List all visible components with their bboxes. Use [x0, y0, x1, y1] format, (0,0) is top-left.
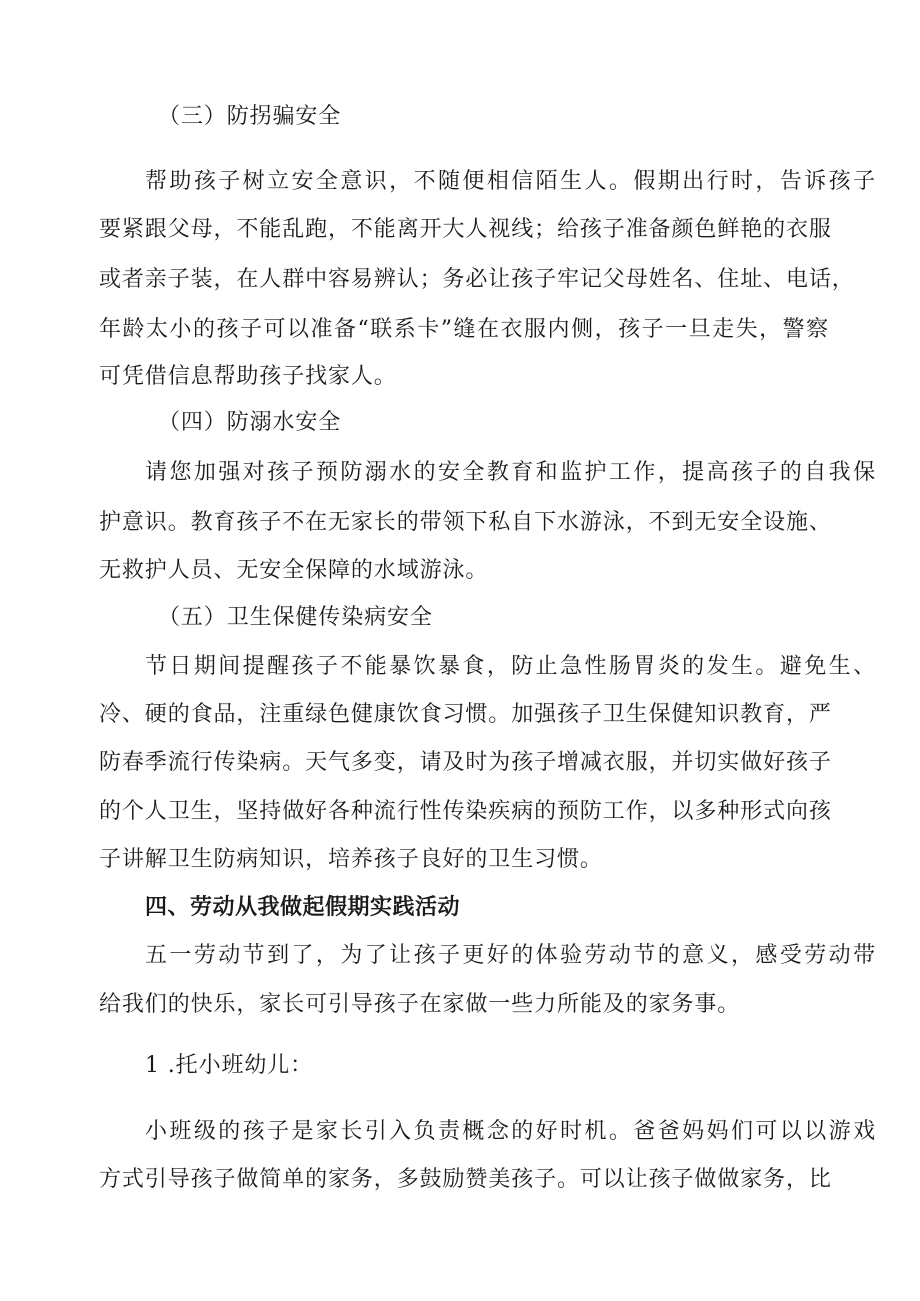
- paragraph-line: 帮助孩子树立安全意识，不随便相信陌生人。假期出行时，告诉孩子: [145, 169, 876, 194]
- paragraph-line: 要紧跟父母，不能乱跑，不能离开大人视线；给孩子准备颜色鲜艳的衣服: [99, 217, 832, 242]
- item-one-title: 1 .托小班幼儿：: [145, 1053, 314, 1078]
- paragraph-line: 防春季流行传染病。天气多变，请及时为孩子增减衣服，并切实做好孩子: [99, 750, 832, 775]
- paragraph-line: 五一劳动节到了，为了让孩子更好的体验劳动节的意义，感受劳动带: [145, 943, 876, 968]
- paragraph-line: 请您加强对孩子预防溺水的安全教育和监护工作，提高孩子的自我保: [145, 460, 876, 485]
- section-five-title: （五）卫生保健传染病安全: [158, 605, 433, 630]
- paragraph-line: 无救护人员、无安全保障的水域游泳。: [99, 558, 489, 583]
- section-four-title: （四）防溺水安全: [158, 410, 342, 435]
- paragraph-line: 给我们的快乐，家长可引导孩子在家做一些力所能及的家务事。: [99, 992, 741, 1017]
- paragraph-line: 年龄太小的孩子可以准备“联系卡”缝在衣服内侧，孩子一旦走失，警察: [99, 317, 829, 342]
- paragraph-line: 的个人卫生，坚持做好各种流行性传染疾病的预防工作，以多种形式向孩: [99, 799, 832, 824]
- paragraph-line: 节日期间提醒孩子不能暴饮暴食，防止急性肠胃炎的发生。避免生、: [145, 654, 876, 679]
- paragraph-line: 冷、硬的食品，注重绿色健康饮食习惯。加强孩子卫生保健知识教育，严: [99, 702, 832, 727]
- paragraph-line: 小班级的孩子是家长引入负责概念的好时机。爸爸妈妈们可以以游戏: [145, 1119, 876, 1144]
- paragraph-line: 或者亲子装，在人群中容易辨认；务必让孩子牢记父母姓名、住址、电话，: [99, 267, 855, 292]
- paragraph-line: 子讲解卫生防病知识，培养孩子良好的卫生习惯。: [99, 847, 603, 872]
- part-four-heading: 四、劳动从我做起假期实践活动: [145, 895, 461, 920]
- paragraph-line: 护意识。教育孩子不在无家长的带领下私自下水游泳，不到无安全设施、: [99, 510, 832, 535]
- section-three-title: （三）防拐骗安全: [158, 104, 342, 129]
- paragraph-line: 可凭借信息帮助孩子找家人。: [99, 364, 397, 389]
- paragraph-line: 方式引导孩子做简单的家务，多鼓励赞美孩子。可以让孩子做做家务，比: [99, 1167, 832, 1192]
